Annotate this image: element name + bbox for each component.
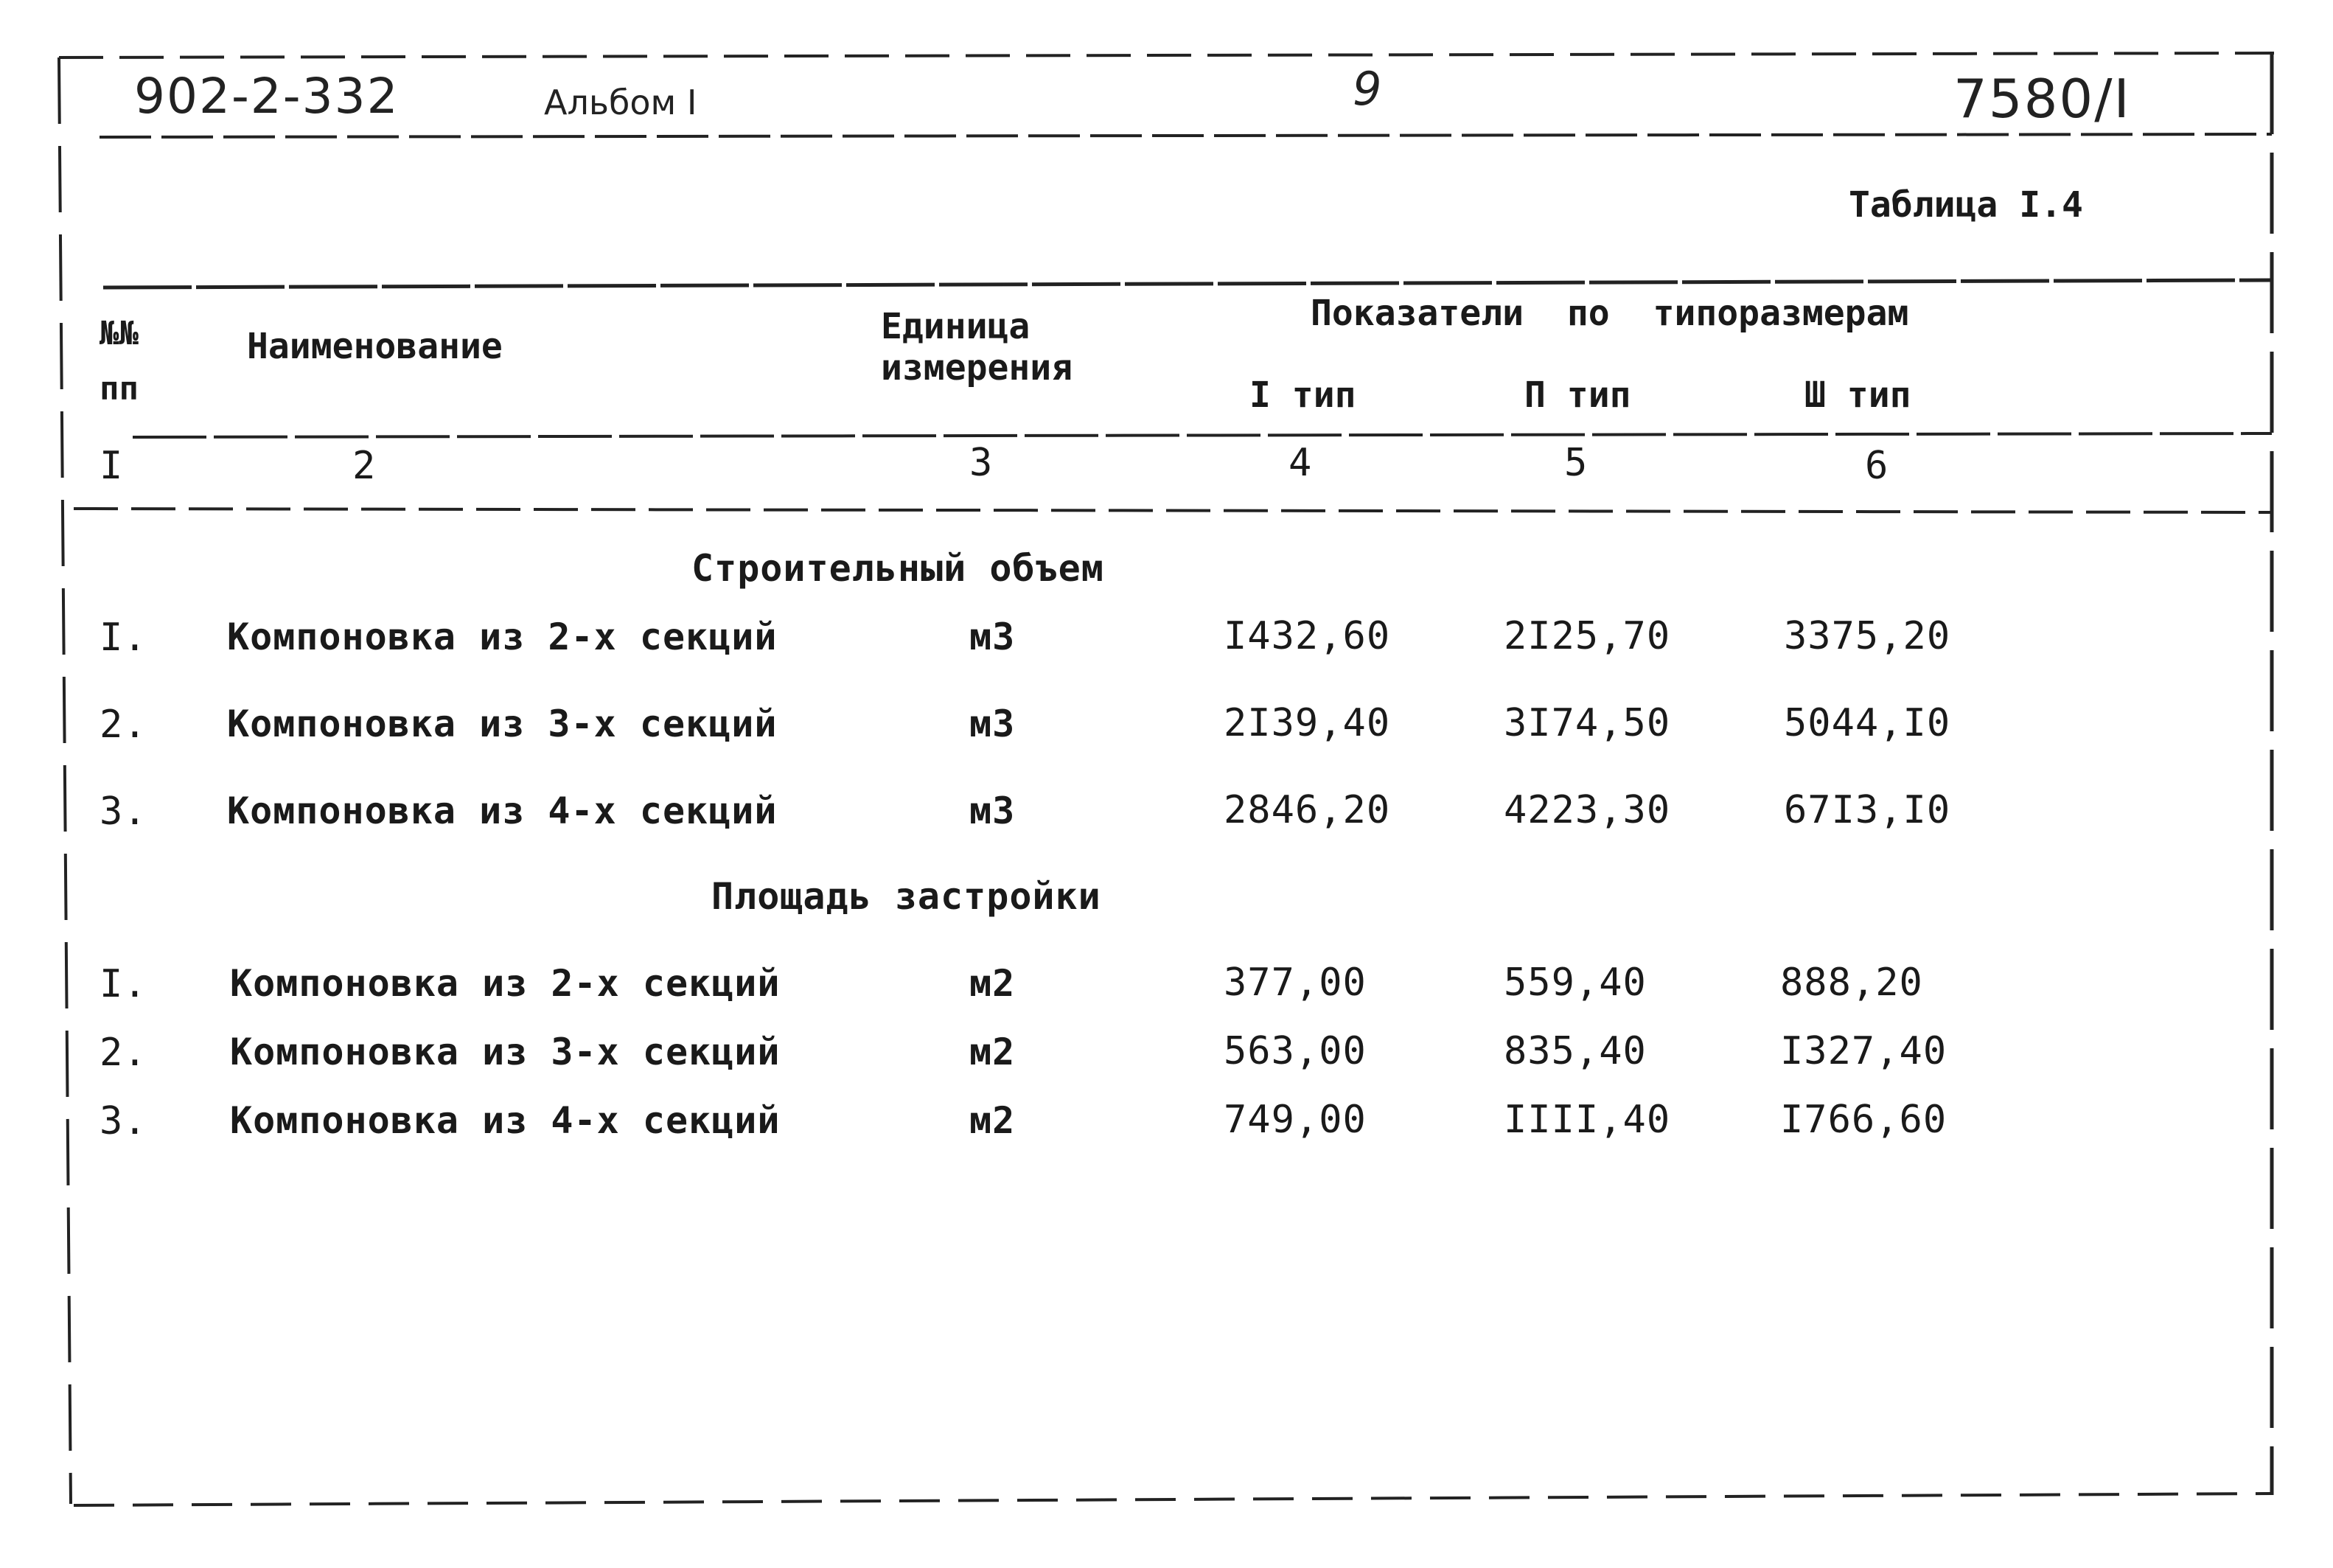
row-value-type2: 559,40	[1504, 961, 1647, 1005]
doc-number: 902-2-332	[134, 68, 400, 125]
section-title: Площадь застройки	[711, 875, 1101, 918]
row-value-type3: 3375,20	[1784, 614, 1951, 658]
row-value-type2: 835,40	[1504, 1029, 1647, 1073]
column-number: 3	[969, 441, 994, 485]
row-value-type3: 5044,I0	[1784, 701, 1951, 745]
row-unit: м3	[969, 703, 1016, 745]
page-number: 9	[1353, 62, 1382, 116]
column-header-indicators: Показатели по типоразмерам	[1311, 293, 1909, 334]
row-value-type1: 377,00	[1224, 961, 1367, 1005]
row-name: Компоновка из 3-х секций	[230, 1031, 781, 1073]
column-header-num: №№ пп	[100, 315, 139, 408]
table-title: Таблица I.4	[1849, 184, 2083, 226]
column-header-unit: Единица измерения	[881, 306, 1073, 388]
row-value-type1: 2846,20	[1224, 788, 1391, 832]
row-unit: м2	[969, 962, 1016, 1005]
row-value-type1: 2I39,40	[1224, 701, 1391, 745]
column-number: 4	[1288, 441, 1313, 485]
row-value-type3: 888,20	[1780, 961, 1923, 1005]
row-number: 3.	[100, 790, 147, 834]
sheet-code: 7580/I	[1953, 68, 2131, 130]
row-unit: м2	[969, 1099, 1016, 1142]
row-name: Компоновка из 4-х секций	[227, 790, 778, 832]
row-number: I.	[100, 616, 147, 660]
row-value-type2: 4223,30	[1504, 788, 1671, 832]
row-unit: м3	[969, 616, 1016, 658]
section-title: Строительный объем	[691, 547, 1104, 590]
row-value-type3: I327,40	[1780, 1029, 1947, 1073]
row-name: Компоновка из 2-х секций	[230, 962, 781, 1005]
row-value-type1: I432,60	[1224, 614, 1391, 658]
column-number: 6	[1865, 444, 1889, 488]
row-number: I.	[100, 962, 147, 1006]
row-name: Компоновка из 3-х секций	[227, 703, 778, 745]
row-value-type2: 3I74,50	[1504, 701, 1671, 745]
row-name: Компоновка из 2-х секций	[227, 616, 778, 658]
row-value-type3: 67I3,I0	[1784, 788, 1951, 832]
row-value-type3: I766,60	[1780, 1098, 1947, 1142]
column-number: 5	[1564, 441, 1589, 485]
column-header-type3: Ш тип	[1804, 374, 1911, 416]
album-label: Альбом I	[544, 83, 697, 122]
row-number: 3.	[100, 1099, 147, 1143]
row-value-type1: 749,00	[1224, 1098, 1367, 1142]
row-value-type1: 563,00	[1224, 1029, 1367, 1073]
column-number: I	[100, 444, 124, 488]
column-number: 2	[352, 444, 377, 488]
row-unit: м2	[969, 1031, 1016, 1073]
column-header-type2: П тип	[1524, 374, 1631, 416]
row-name: Компоновка из 4-х секций	[230, 1099, 781, 1142]
row-number: 2.	[100, 703, 147, 747]
column-header-type1: I тип	[1249, 374, 1356, 416]
row-unit: м3	[969, 790, 1016, 832]
column-header-name: Наименование	[247, 326, 503, 367]
row-number: 2.	[100, 1031, 147, 1075]
row-value-type2: 2I25,70	[1504, 614, 1671, 658]
row-value-type2: IIII,40	[1504, 1098, 1671, 1142]
